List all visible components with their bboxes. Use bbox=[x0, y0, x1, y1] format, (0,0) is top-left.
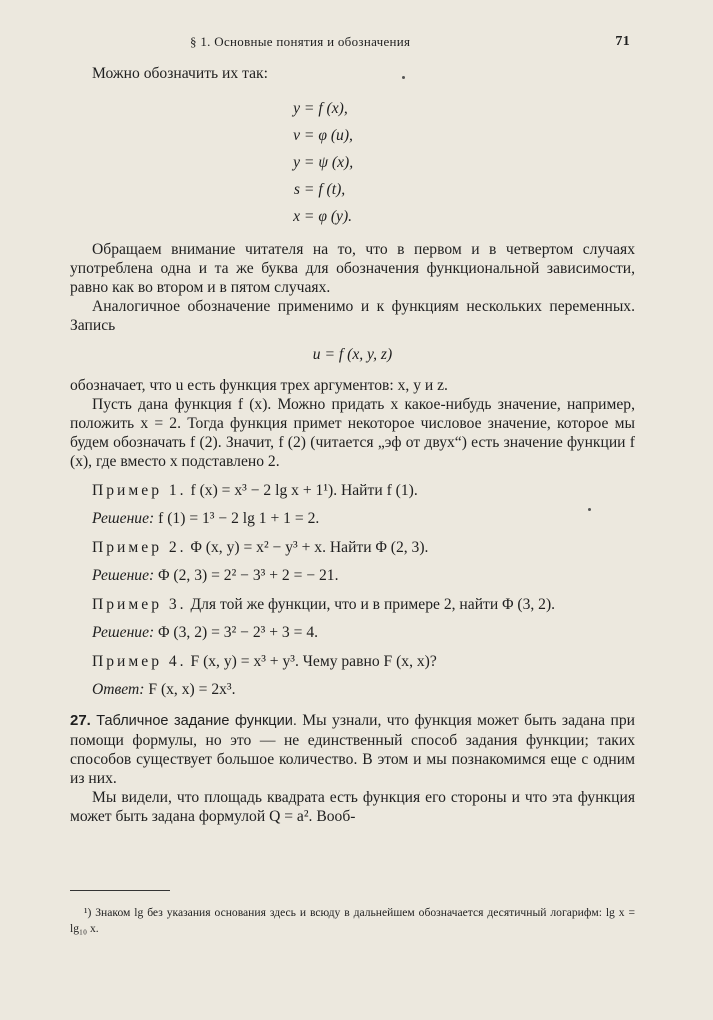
solution-1 bbox=[92, 509, 635, 528]
example-1 bbox=[70, 481, 635, 500]
paragraph: обозначает, что u есть функция трех аргументов: x, y и z. bbox=[70, 377, 448, 394]
formula-line: x = φ (y). bbox=[70, 203, 635, 230]
example-label: Пример 3. bbox=[92, 596, 187, 613]
intro-line: Можно обозначить их так: bbox=[92, 65, 268, 82]
paragraph: Пусть дана функция f (x). Можно придать x какое-нибудь значение, например, положить x = 2. Тогда функция примет некоторое числовое значение, которое мы будем обозначать f (2). Значит, f (2) (читается „эф от двух“) есть значение функции f (x), где вместо x подставлено 2. bbox=[70, 396, 635, 470]
display-formula: u = f (x, y, z) bbox=[312, 346, 393, 363]
solution-2 bbox=[92, 566, 635, 585]
example-label: Пример 1. bbox=[92, 482, 187, 499]
paragraph: Обращаем внимание читателя на то, что в первом и в четвертом случаях употреблена одна и та же буква для обозначения функциональной зависимости, равно как во втором и в пятом случаях. bbox=[70, 241, 635, 296]
running-header bbox=[70, 34, 630, 52]
formula-line: s = f (t), bbox=[70, 176, 635, 203]
solution-text: Φ (3, 2) = 3² − 2³ + 3 = 4. bbox=[158, 624, 319, 641]
solution-label: Решение: bbox=[92, 624, 155, 641]
formula-lhs: y bbox=[293, 100, 300, 117]
formula-line: v = φ (u), bbox=[70, 122, 635, 149]
paragraph: Мы видели, что площадь квадрата есть функция его стороны и что эта функция может быть задана формулой Q = a². Вооб- bbox=[70, 789, 635, 825]
formula-lhs: s bbox=[293, 181, 300, 198]
formula-rhs: f (t), bbox=[318, 181, 346, 198]
solution-text: Φ (2, 3) = 2² − 3³ + 2 = − 21. bbox=[158, 567, 339, 584]
formula-rhs: ψ (x), bbox=[318, 154, 354, 171]
formula-rhs: φ (u), bbox=[318, 127, 353, 144]
solution-3 bbox=[92, 623, 635, 642]
section-title: Табличное задание функции. bbox=[96, 713, 297, 729]
example-label: Пример 2. bbox=[92, 539, 187, 556]
section-text: Мы узнали, что функция может быть задана при помощи формулы, но это — не единственный способ задания функции; таких способов существует большое количество. В этом и мы познакомимся еще с одним из них. bbox=[70, 712, 636, 787]
print-speck bbox=[588, 508, 591, 511]
example-text: F (x, y) = x³ + y³. Чему равно F (x, x)? bbox=[190, 653, 437, 670]
formula-list bbox=[70, 95, 635, 230]
solution-label: Решение: bbox=[92, 567, 155, 584]
example-label: Пример 4. bbox=[92, 653, 187, 670]
paragraph: Аналогичное обозначение применимо и к функциям нескольких переменных. Запись bbox=[70, 298, 635, 334]
example-3 bbox=[70, 595, 635, 614]
formula-rhs: φ (y). bbox=[318, 208, 353, 225]
formula-line: y = f (x), bbox=[70, 95, 635, 122]
example-4 bbox=[70, 652, 635, 671]
formula-lhs: y bbox=[293, 154, 300, 171]
formula-line: y = ψ (x), bbox=[70, 149, 635, 176]
solution-text: f (1) = 1³ − 2 lg 1 + 1 = 2. bbox=[158, 510, 320, 527]
formula-lhs: x bbox=[293, 208, 300, 225]
example-2 bbox=[70, 538, 635, 557]
solution-4 bbox=[92, 680, 635, 699]
header-title: § 1. Основные понятия и обозначения bbox=[190, 34, 411, 49]
formula-rhs: f (x), bbox=[318, 100, 348, 117]
page-number: 71 bbox=[615, 34, 630, 49]
solution-label: Решение: bbox=[92, 510, 155, 527]
section-number: 27. bbox=[70, 712, 91, 729]
example-text: Φ (x, y) = x² − y³ + x. Найти Φ (2, 3). bbox=[190, 539, 429, 556]
footnote-rule bbox=[70, 890, 170, 891]
page-body bbox=[70, 64, 635, 826]
solution-label: Ответ: bbox=[92, 681, 145, 698]
example-text: f (x) = x³ − 2 lg x + 1¹). Найти f (1). bbox=[190, 482, 418, 499]
formula-lhs: v bbox=[293, 127, 300, 144]
print-speck bbox=[402, 76, 405, 79]
footnote: ¹) Знаком lg без указания основания здесь и всюду в дальнейшем обозначается десятичный логарифм: lg x = lg₁₀ x. bbox=[70, 906, 635, 935]
solution-text: F (x, x) = 2x³. bbox=[148, 681, 236, 698]
example-text: Для той же функции, что и в примере 2, найти Φ (3, 2). bbox=[190, 596, 556, 613]
section-27 bbox=[70, 711, 635, 788]
